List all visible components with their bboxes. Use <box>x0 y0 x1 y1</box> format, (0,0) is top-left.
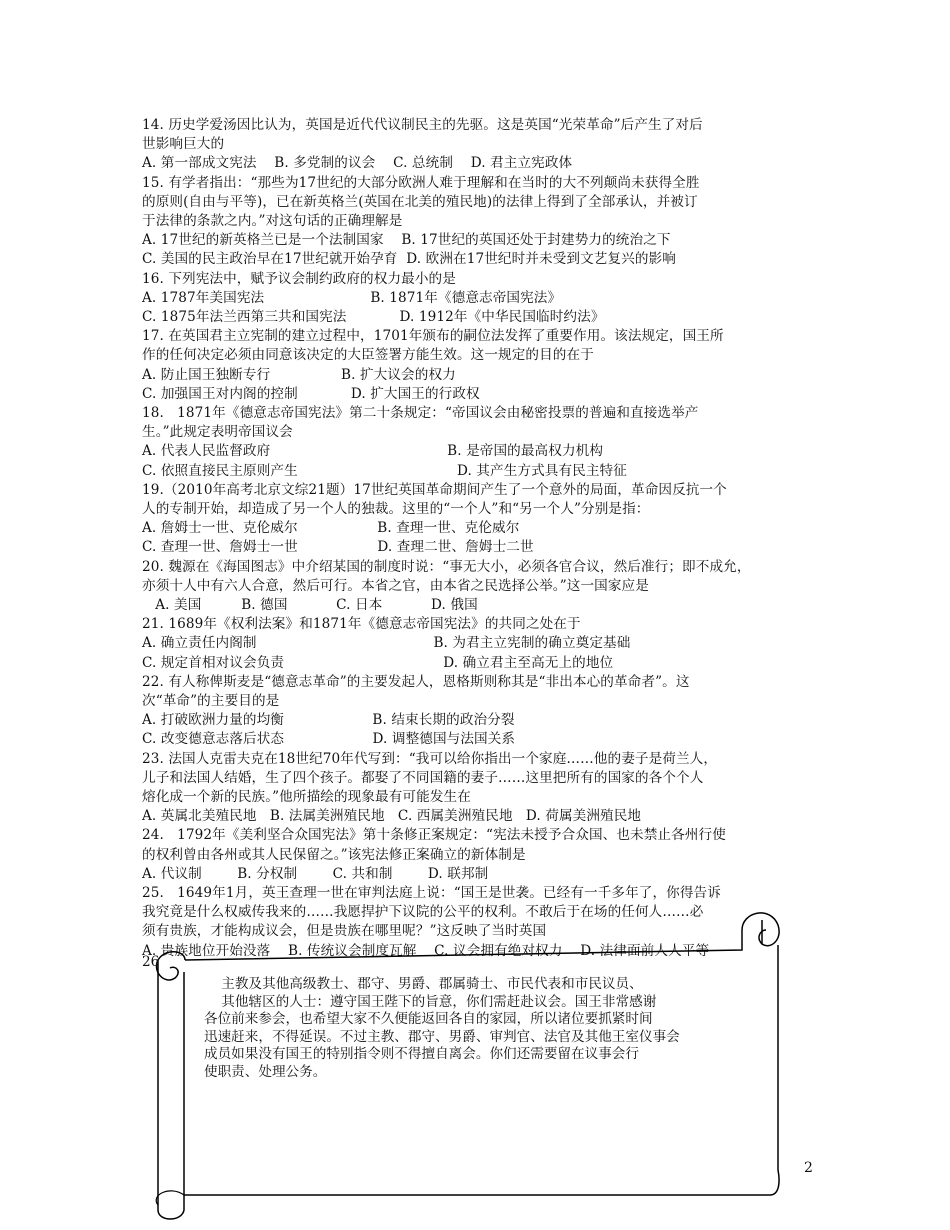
text-line: 亦须十人中有六人合意，然后可行。本省之官，由本省之民选择公举。”这一国家应是 <box>142 577 649 594</box>
text-line: A. 确立责任内阁制 B. 为君主立宪制的确立奠定基础 <box>142 635 631 652</box>
text-line: C. 依照直接民主原则产生 D. 其产生方式具有民主特征 <box>142 462 627 479</box>
text-line: C. 1875年法兰西第三共和国宪法 D. 1912年《中华民国临时约法》 <box>142 309 605 325</box>
text-line: 生。”此规定表明帝国议会 <box>142 424 293 441</box>
text-line: A. 代表人民监督政府 B. 是帝国的最高权力机构 <box>142 443 604 460</box>
text-line: 16. 下列宪法中，赋予议会制约政府的权力最小的是 <box>142 270 456 287</box>
text-line: 世影响巨大的 <box>142 136 225 153</box>
scroll-text-line: 迅速赶来，不得延误。不过主教、郡守、男爵、审判官、法官及其他王室仪事会 <box>204 1028 680 1045</box>
text-line: 23. 法国人克雷夫克在18世纪70年代写到：“我可以给你指出一个家庭……他的妻子是荷兰人， <box>142 750 718 767</box>
text-line: 人的专制开始，却造成了另一个人的独裁。这里的“一个人”和“另一个人”分别是指： <box>142 501 650 517</box>
text-line: A. 代议制 B. 分权制 C. 共和制 D. 联邦制 <box>142 865 489 882</box>
text-line: C. 查理一世、詹姆士一世 D. 查理二世、詹姆士二世 <box>142 539 534 556</box>
text-line: 15. 有学者指出：“那些为17世纪的大部分欧洲人难于理解和在当时的大不列颠尚未获得全胜 <box>142 174 700 191</box>
text-line: 作的任何决定必须由同意该决定的大臣签署方能生效。这一规定的目的在于 <box>142 347 594 364</box>
text-line: A. 美国 B. 德国 C. 日本 D. 俄国 <box>142 597 478 613</box>
text-line: 22. 有人称俾斯麦是“德意志革命”的主要发起人，恩格斯则称其是“非出本心的革命者”。这 <box>142 673 690 690</box>
scroll-text-line: 主教及其他高级教士、郡守、男爵、郡属骑士、市民代表和市民议员、 <box>204 976 643 992</box>
text-line: 须有贵族，才能构成议会，但是贵族在哪里呢？”这反映了当时英国 <box>142 923 547 940</box>
text-line: 我究竟是什么权威传我来的……我愿捍护下议院的公平的权利。不敢后于在场的任何人……必 <box>142 904 704 921</box>
text-line: 熔化成一个新的民族。”他所描绘的现象最有可能发生在 <box>142 789 471 805</box>
text-line: 19.（2010年高考北京文综21题）17世纪英国革命期间产生了一个意外的局面，革命因反抗一个 <box>142 481 727 498</box>
text-line: C. 加强国王对内阁的控制 D. 扩大国王的行政权 <box>142 385 480 402</box>
text-line: A. 防止国王独断专行 B. 扩大议会的权力 <box>142 366 456 383</box>
text-line: 儿子和法国人结婚，生了四个孩子。都娶了不同国籍的妻子……这里把所有的国家的各个个人 <box>142 769 704 786</box>
text-line: A. 打破欧洲力量的均衡 B. 结束长期的政治分裂 <box>142 712 515 729</box>
text-line: C. 美国的民主政治早在17世纪就开始孕育 D. 欧洲在17世纪时并未受到文艺复兴的影响 <box>142 251 676 268</box>
text-line: 14. 历史学爱汤因比认为，英国是近代代议制民主的先驱。这是英国“光荣革命”后产生了对后 <box>142 117 703 133</box>
scroll-text-line: 使职责、处理公务。 <box>204 1063 327 1080</box>
text-line: A. 1787年美国宪法 B. 1871年《德意志帝国宪法》 <box>142 289 562 306</box>
text-line: A. 贵族地位开始没落 B. 传统议会制度瓦解 C. 议会拥有绝对权力 D. 法律面前人人平等 <box>142 942 710 959</box>
text-line: A. 詹姆士一世、克伦威尔 B. 查理一世、克伦威尔 <box>142 520 520 537</box>
text-line: 18. 1871年《德意志帝国宪法》第二十条规定：“帝国议会由秘密投票的普遍和直接选举产 <box>142 405 699 421</box>
text-line: 25. 1649年1月，英王查理一世在审判法庭上说：“国王是世袭。已经有一千多年了，你得告诉 <box>142 885 721 901</box>
text-line: C. 改变德意志落后状态 D. 调整德国与法国关系 <box>142 731 516 748</box>
text-line: 的权利曾由各州或其人民保留之。”该宪法修正案确立的新体制是 <box>142 846 526 863</box>
page-number: 2 <box>804 1160 813 1176</box>
scroll-text-line: 成员如果没有国王的特别指令则不得擅自离会。你们还需要留在议事会行 <box>204 1046 639 1062</box>
text-line: 20. 魏源在《海国图志》中介绍某国的制度时说：“事无大小，必须各官合议，然后准行；即不成允， <box>142 558 751 575</box>
scroll-text-line: 其他辖区的人士：遵守国王陛下的旨意，你们需赶赴议会。国王非常感谢 <box>204 993 657 1010</box>
text-line: 的原则(自由与平等)，已在新英格兰(英国在北美的殖民地)的法律上得到了全部承认，并被订 <box>142 193 698 210</box>
text-line: A. 17世纪的新英格兰已是一个法制国家 B. 17世纪的英国还处于封建势力的统治之下 <box>142 232 671 249</box>
text-line: 17. 在英国君主立宪制的建立过程中，1701年颁布的嗣位法发挥了重要作用。该法规定，国王所 <box>142 328 724 345</box>
text-line: C. 规定首相对议会负责 D. 确立君主至高无上的地位 <box>142 654 614 671</box>
text-line: A. 英属北美殖民地 B. 法属美洲殖民地 C. 西属美洲殖民地 D. 荷属美洲殖民地 <box>142 808 642 825</box>
text-line: 21. 1689年《权利法案》和1871年《德意志帝国宪法》的共同之处在于 <box>142 616 581 633</box>
text-line: 次“革命”的主要目的是 <box>142 693 280 709</box>
scroll-text-line: 各位前来参会，也希望大家不久便能返回各自的家园，所以诸位要抓紧时间 <box>204 1011 653 1027</box>
text-line: 24. 1792年《美利坚合众国宪法》第十条修正案规定：“宪法未授予合众国、也未禁止各州行使 <box>142 827 726 844</box>
text-line: 于法律的条款之内。”对这句话的正确理解是 <box>142 213 403 229</box>
question-number-26: 26 <box>142 954 160 970</box>
text-line: A. 第一部成文宪法 B. 多党制的议会 C. 总统制 D. 君主立宪政体 <box>142 155 573 172</box>
